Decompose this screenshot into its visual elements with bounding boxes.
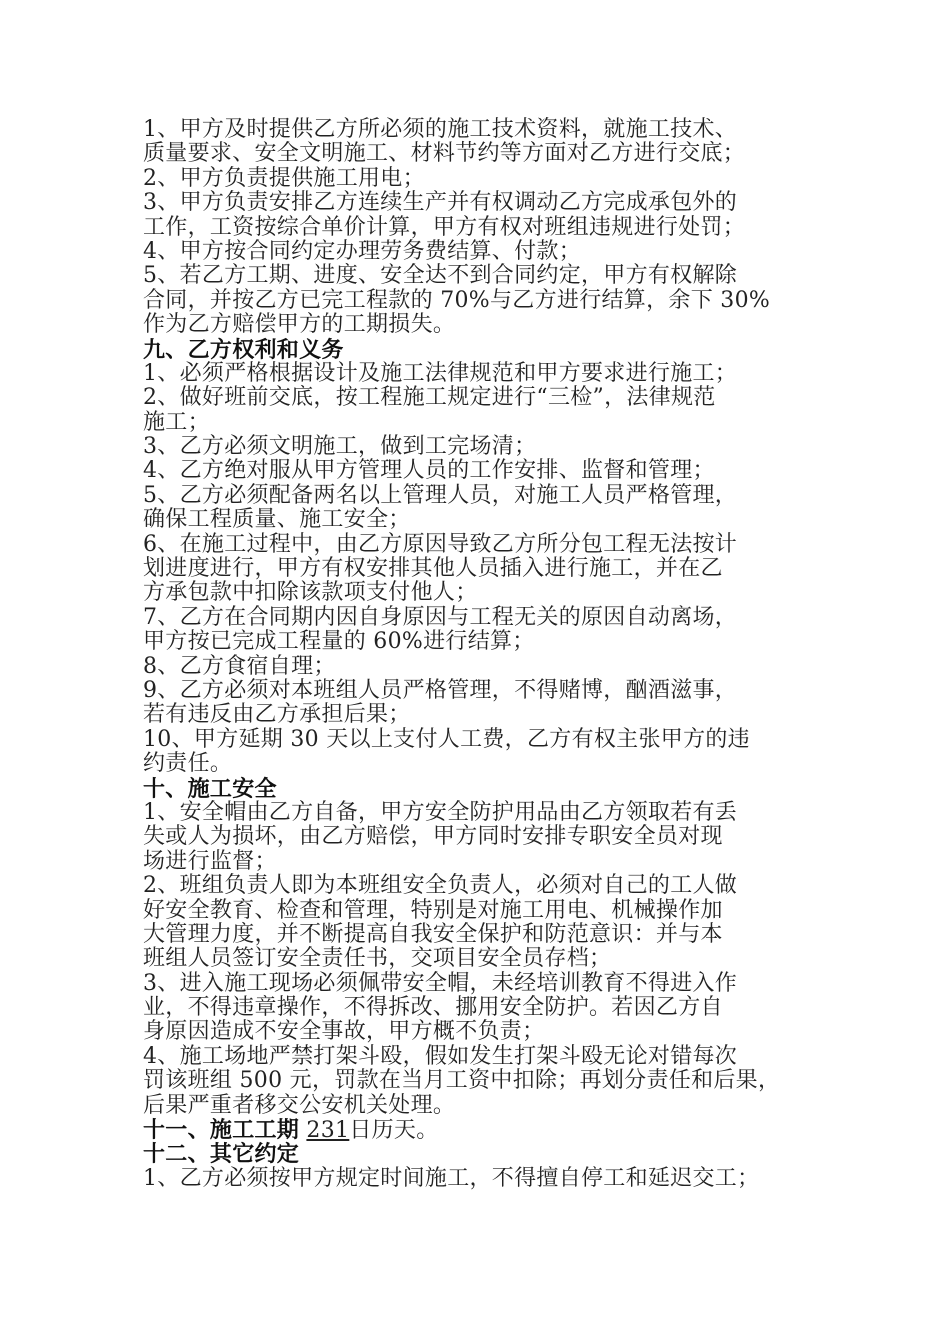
text-line: 4、施工场地严禁打架斗殴，假如发生打架斗殴无论对错每次 (143, 1043, 738, 1069)
text-line: 7、乙方在合同期内因自身原因与工程无关的原因自动离场， (143, 604, 738, 630)
text-line: 合同，并按乙方已完工程款的 70%与乙方进行结算，余下 30% (143, 287, 771, 313)
section-heading-period: 十一、施工工期 (143, 1117, 300, 1144)
text-line: 1、乙方必须按甲方规定时间施工，不得擅自停工和延迟交工； (143, 1165, 760, 1191)
text-line: 3、甲方负责安排乙方连续生产并有权调动乙方完成承包外的 (143, 190, 738, 216)
document-page (143, 118, 813, 1191)
text-line: 罚该班组 500 元，罚款在当月工资中扣除；再划分责任和后果， (143, 1068, 781, 1094)
text-line: 方承包款中扣除该款项支付他人； (143, 580, 478, 606)
text-line: 大管理力度，并不断提高自我安全保护和防范意识：并与本 (143, 921, 723, 947)
text-line: 身原因造成不安全事故，甲方概不负责； (143, 1019, 545, 1045)
text-line: 2、做好班前交底，按工程施工规定进行“三检”，法律规范 (143, 385, 716, 411)
section-heading-rights: 九、乙方权利和义务 (143, 336, 344, 363)
text-line: 施工； (143, 409, 210, 435)
text-line: 3、进入施工现场必须佩带安全帽，未经培训教育不得进入作 (143, 970, 738, 996)
text-line: 2、甲方负责提供施工用电； (143, 165, 425, 191)
text-line: 4、甲方按合同约定办理劳务费结算、付款； (143, 238, 581, 264)
text-line: 质量要求、安全文明施工、材料节约等方面对乙方进行交底； (143, 141, 746, 167)
text-line: 9、乙方必须对本班组人员严格管理，不得赌博，酗酒滋事， (143, 677, 738, 703)
period-days: 231 (306, 1118, 350, 1144)
text-line: 约责任。 (143, 751, 233, 777)
text-line: 1、安全帽由乙方自备，甲方安全防护用品由乙方领取若有丢 (143, 799, 738, 825)
text-line: 划进度进行，甲方有权安排其他人员插入进行施工，并在乙 (143, 556, 723, 582)
text-line: 场进行监督； (143, 848, 277, 874)
text-line: 5、乙方必须配备两名以上管理人员，对施工人员严格管理， (143, 482, 738, 508)
text-line: 3、乙方必须文明施工，做到工完场清； (143, 434, 537, 460)
text-line: 班组人员签订安全责任书，交项目安全员存档； (143, 946, 612, 972)
section-heading-safety: 十、施工安全 (143, 775, 277, 802)
text-line: 甲方按已完成工程量的 60%进行结算； (143, 629, 535, 655)
text-line: 好安全教育、检查和管理，特别是对施工用电、机械操作加 (143, 897, 723, 923)
text-line: 作为乙方赔偿甲方的工期损失。 (143, 312, 456, 338)
text-line: 4、乙方绝对服从甲方管理人员的工作安排、监督和管理； (143, 458, 715, 484)
text-line: 6、在施工过程中，由乙方原因导致乙方所分包工程无法按计 (143, 531, 738, 557)
period-unit: 日历天。 (349, 1118, 439, 1144)
text-line: 1、必须严格根据设计及施工法律规范和甲方要求进行施工； (143, 360, 738, 386)
text-line: 10、甲方延期 30 天以上支付人工费，乙方有权主张甲方的违 (143, 726, 750, 752)
construction-period-line (143, 1118, 813, 1142)
text-line: 失或人为损坏，由乙方赔偿，甲方同时安排专职安全员对现 (143, 824, 723, 850)
text-line: 1、甲方及时提供乙方所必须的施工技术资料，就施工技术、 (143, 117, 738, 142)
text-line: 8、乙方食宿自理； (143, 653, 336, 679)
text-line: 若有违反由乙方承担后果； (143, 702, 411, 728)
text-line: 业，不得违章操作，不得拆改、挪用安全防护。若因乙方自 (143, 995, 723, 1021)
text-line: 确保工程质量、施工安全； (143, 507, 411, 533)
section-heading-other: 十二、其它约定 (143, 1141, 300, 1168)
text-line: 5、若乙方工期、进度、安全达不到合同约定，甲方有权解除 (143, 263, 738, 289)
text-line: 工作，工资按综合单价计算，甲方有权对班组违规进行处罚； (143, 214, 746, 240)
text-line: 后果严重者移交公安机关处理。 (143, 1092, 456, 1118)
text-line: 2、班组负责人即为本班组安全负责人，必须对自己的工人做 (143, 873, 738, 899)
